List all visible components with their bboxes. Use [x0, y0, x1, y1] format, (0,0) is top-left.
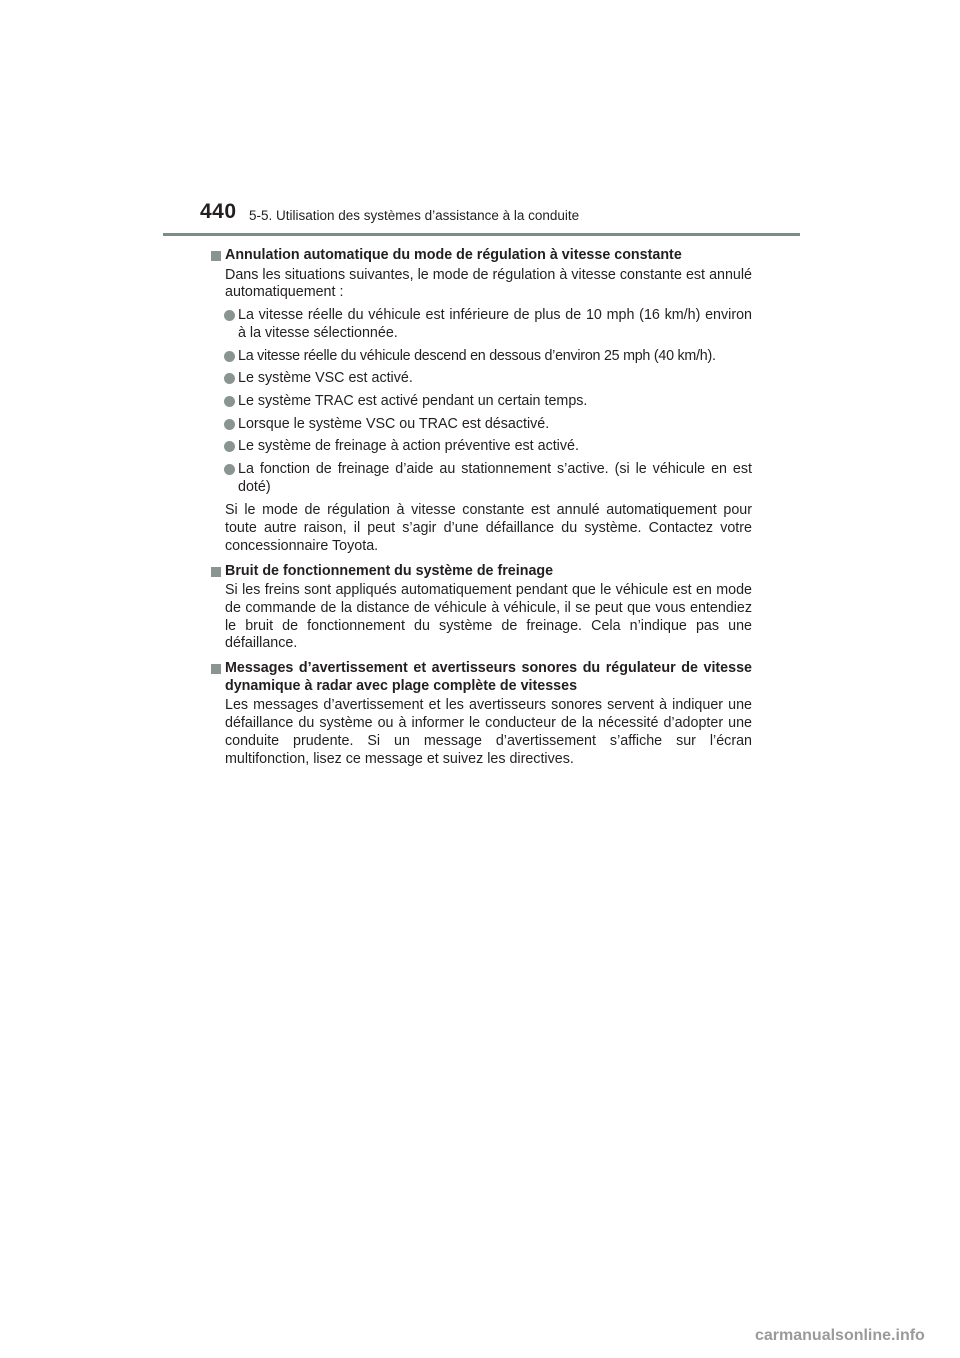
round-bullet-icon: [224, 419, 235, 430]
list-item-text: La vitesse réelle du véhicule descend en dessous d’environ 25 mph (40 km/h).: [238, 347, 716, 364]
page-number: 440: [200, 200, 237, 223]
list-item: [210, 370, 752, 388]
section-heading-text: Annulation automatique du mode de régulation à vitesse constante: [225, 247, 682, 263]
list-item-text: Le système TRAC est activé pendant un certain temps.: [238, 392, 588, 409]
list-item: [210, 416, 752, 434]
section-intro: Dans les situations suivantes, le mode de régulation à vitesse constante est annulé automatiquement :: [225, 266, 752, 301]
list-item: [210, 438, 752, 456]
section-heading-automatic-cancellation: [210, 247, 752, 265]
list-item-text: La fonction de freinage d’aide au stationnement s’active. (si le véhicule en est doté): [238, 461, 752, 495]
page-header: [196, 200, 804, 234]
square-bullet-icon: [211, 567, 221, 577]
square-bullet-icon: [211, 664, 221, 674]
list-item-text: Lorsque le système VSC ou TRAC est désactivé.: [238, 415, 550, 432]
round-bullet-icon: [224, 373, 235, 384]
list-item-text: Le système VSC est activé.: [238, 370, 413, 387]
round-bullet-icon: [224, 464, 235, 475]
section-outro: Si le mode de régulation à vitesse constante est annulé automatiquement pour toute autre raison, il peut s’agir d’une défaillance du système. Contactez votre concessionnaire Toyota.: [225, 502, 752, 554]
section-body: Les messages d’avertissement et les avertisseurs sonores servent à indiquer une défaillance du système ou à informer le conducteur de la nécessité d’adopter une conduite prudente. Si un message d’avertissement s’affiche sur l’écran multifonction, lisez ce message et suivez les directives.: [225, 697, 752, 767]
list-item: [210, 393, 752, 411]
square-bullet-icon: [211, 251, 221, 261]
section-body: Si les freins sont appliqués automatiquement pendant que le véhicule est en mode de commande de la distance de véhicule à véhicule, il se peut que vous entendiez le bruit de fonctionnement du système de freinage. Cela n’indique pas une défaillance.: [225, 582, 752, 652]
round-bullet-icon: [224, 351, 235, 362]
list-item-text: Le système de freinage à action préventive est activé.: [238, 438, 579, 455]
list-item: [210, 307, 752, 342]
header-divider: [163, 233, 800, 236]
list-item: [210, 461, 752, 496]
round-bullet-icon: [224, 310, 235, 321]
section-heading-brake-noise: [210, 563, 752, 581]
section-heading-text: Messages d’avertissement et avertisseurs sonores du régulateur de vitesse dynamique à radar avec plage complète de vitesses: [225, 660, 752, 694]
chapter-title: 5-5. Utilisation des systèmes d’assistance à la conduite: [249, 208, 580, 223]
list-item: [210, 348, 752, 366]
section-heading-warning-messages: [210, 660, 752, 695]
cancellation-conditions-list: [210, 307, 752, 496]
list-item-text: La vitesse réelle du véhicule est inférieure de plus de 10 mph (16 km/h) environ à la vitesse sélectionnée.: [238, 307, 752, 341]
page-content: [210, 243, 752, 768]
round-bullet-icon: [224, 441, 235, 452]
round-bullet-icon: [224, 396, 235, 407]
site-watermark: carmanualsonline.info: [755, 1327, 925, 1344]
section-heading-text: Bruit de fonctionnement du système de freinage: [225, 562, 554, 579]
